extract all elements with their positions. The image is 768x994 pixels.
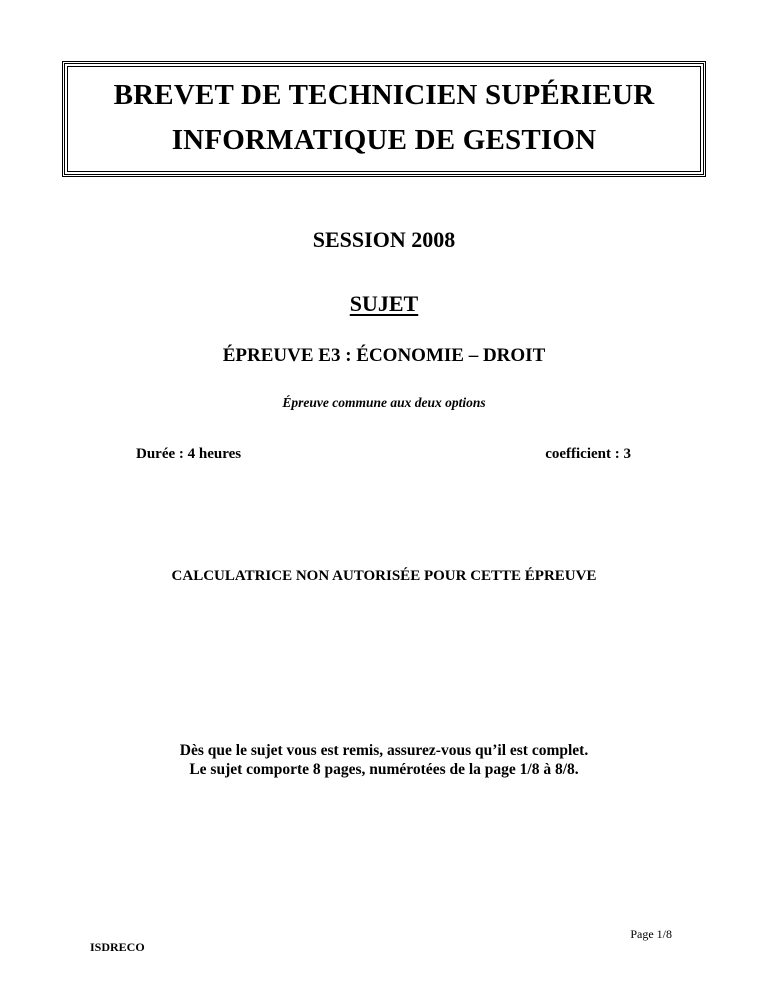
coefficient-label: coefficient : 3 <box>545 446 631 462</box>
epreuve-title: ÉPREUVE E3 : ÉCONOMIE – DROIT <box>222 345 546 366</box>
title-line-1: BREVET DE TECHNICIEN SUPÉRIEUR <box>113 79 655 111</box>
page-number: Page 1/8 <box>630 927 672 941</box>
title-line-2: INFORMATIQUE DE GESTION <box>171 124 597 156</box>
notice-line-1: Dès que le sujet vous est remis, assurez-vous qu’il est complet. <box>179 742 589 759</box>
calculator-notice: CALCULATRICE NON AUTORISÉE POUR CETTE ÉPREUVE <box>171 568 597 584</box>
title-box <box>62 61 706 177</box>
sujet-heading: SUJET <box>349 291 419 316</box>
completeness-notice <box>0 741 768 779</box>
session-label: SESSION 2008 <box>312 227 456 252</box>
duration-label: Durée : 4 heures <box>136 446 242 462</box>
notice-line-2: Le sujet comporte 8 pages, numérotées de la page 1/8 à 8/8. <box>189 761 579 778</box>
epreuve-subtitle: Épreuve commune aux deux options <box>282 395 486 410</box>
document-code: ISDRECO <box>90 940 145 954</box>
